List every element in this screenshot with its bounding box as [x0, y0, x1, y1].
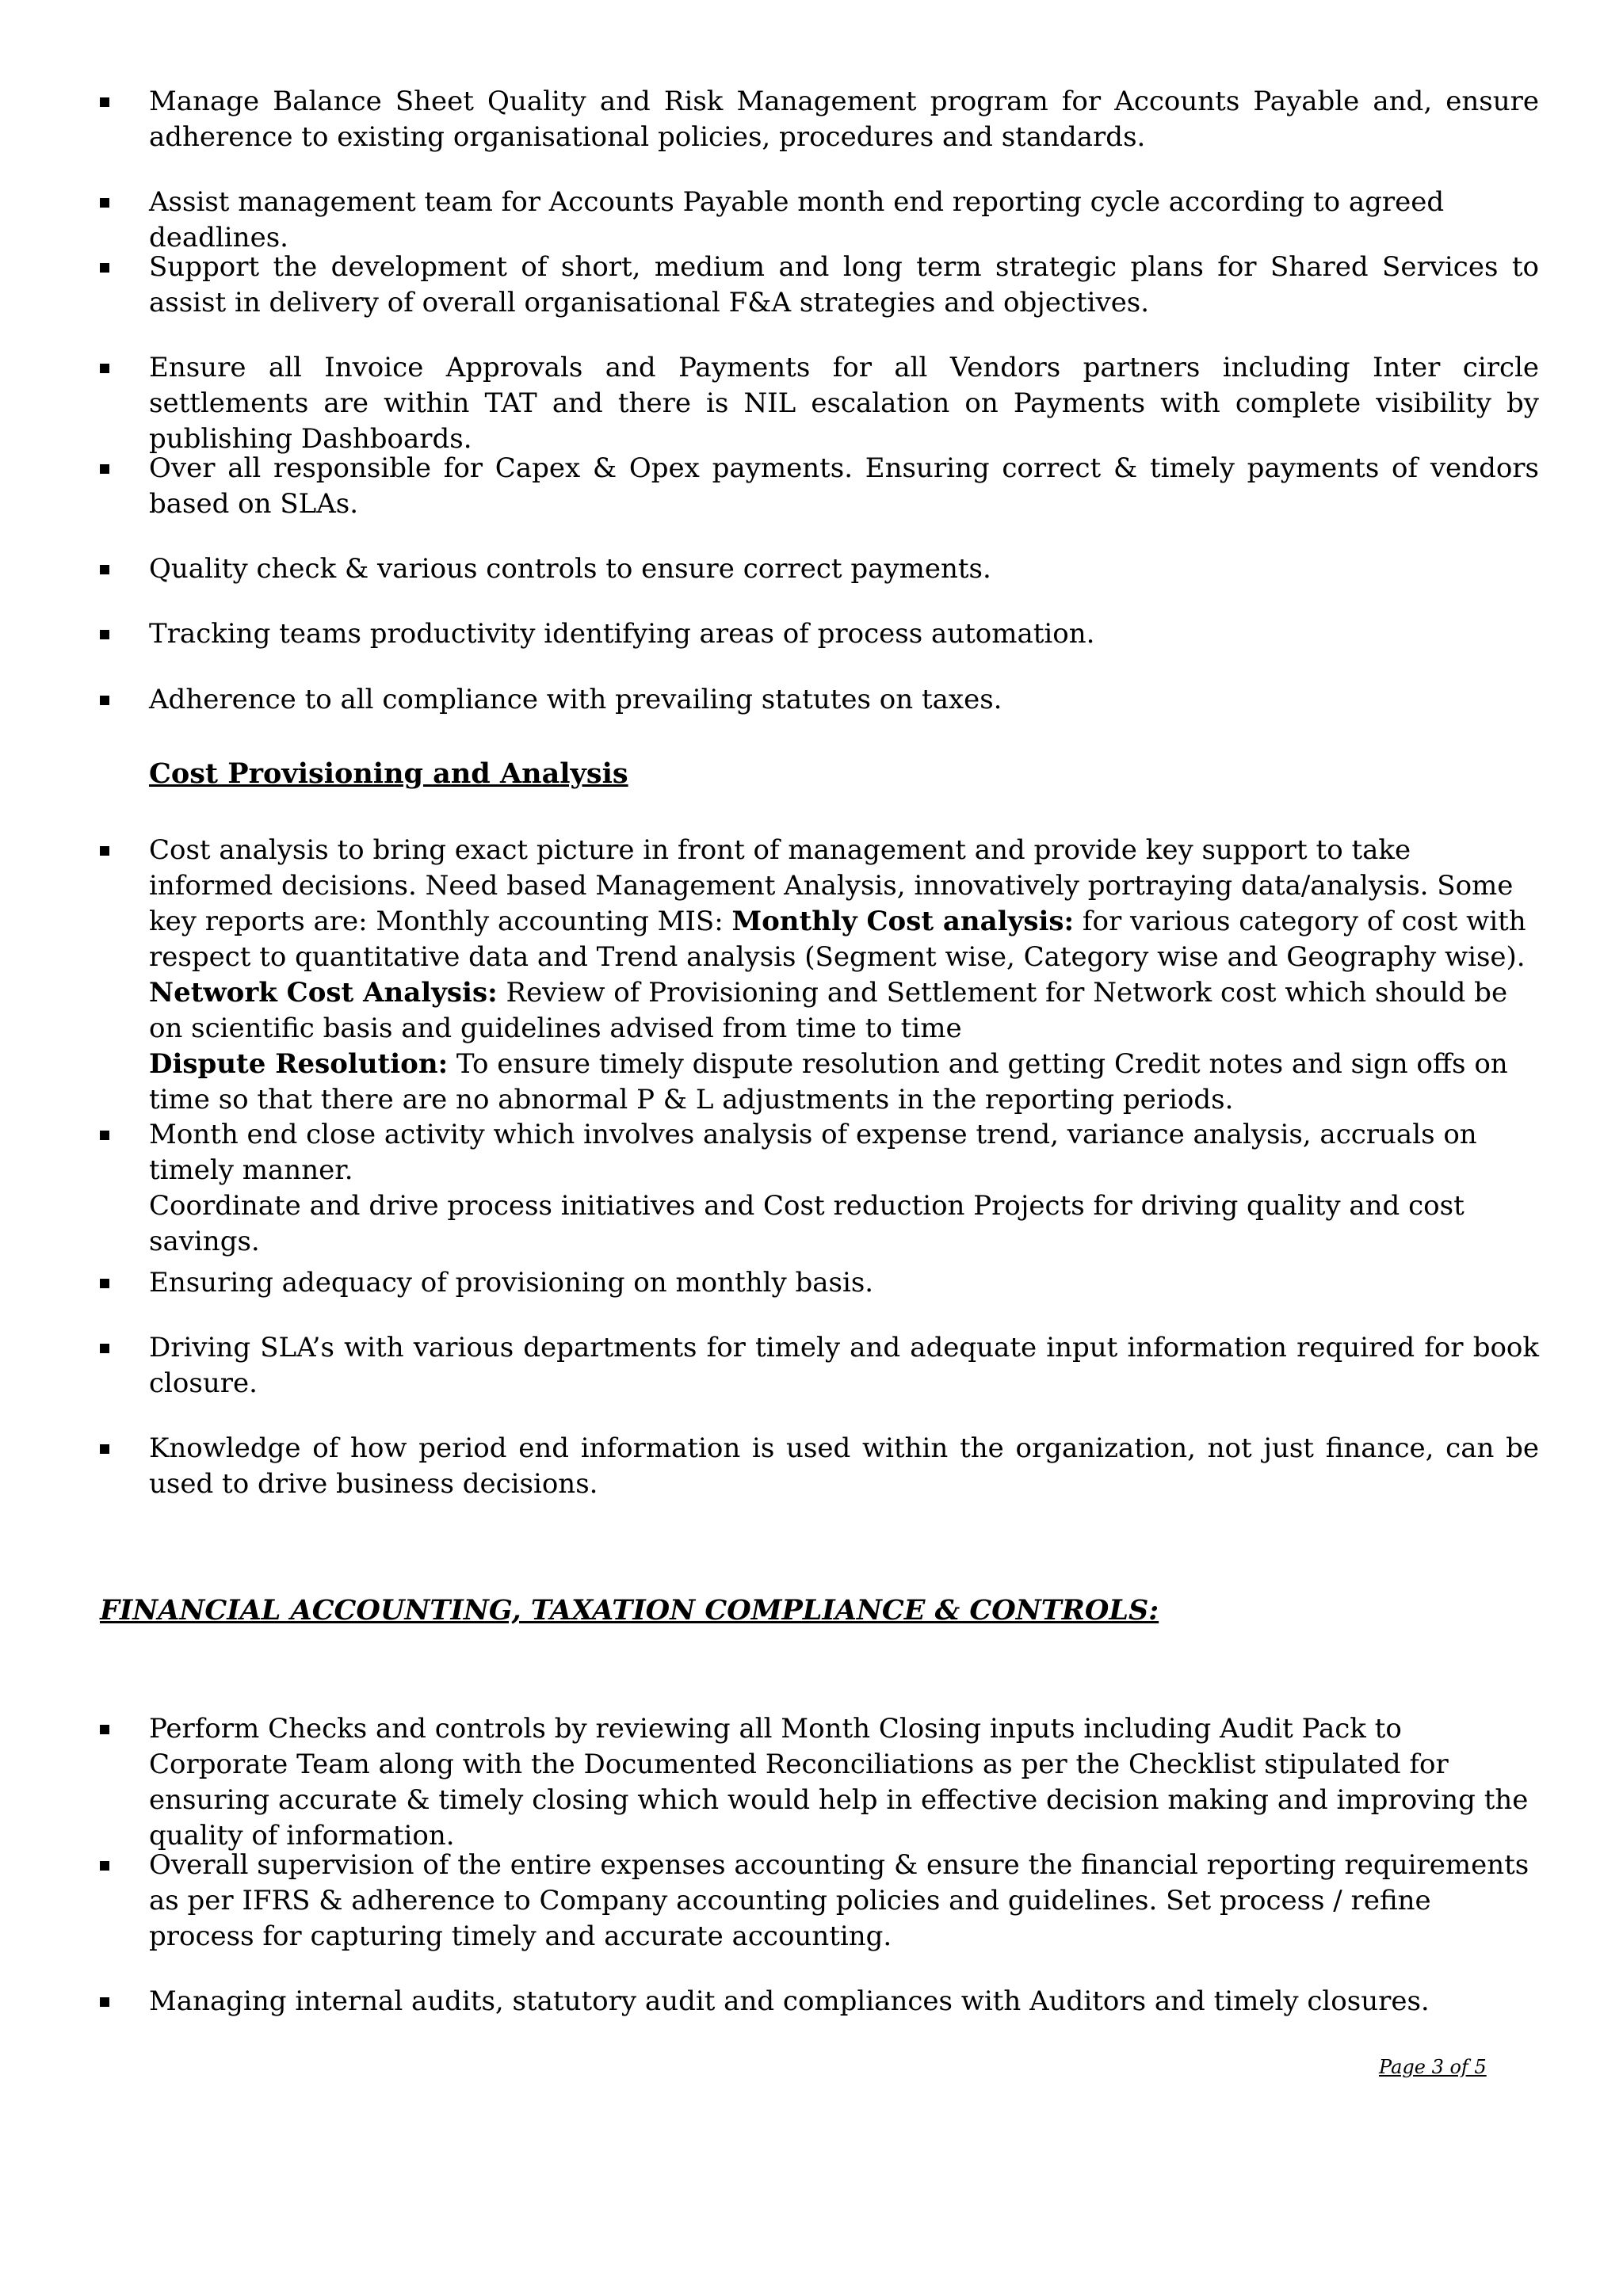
list-item-text: Quality check & various controls to ensure correct payments.: [149, 553, 991, 585]
bullet-marker: [100, 364, 109, 373]
list-item-text: Ensure all Invoice Approvals and Payments for all Vendors partners including Inter circle settlements are within TAT and there is NIL escalation on Payments with complete visibility by publishing Dashboards.: [149, 352, 1539, 455]
network-cost-label: Network Cost Analysis:: [149, 977, 498, 1009]
bullet-marker: [100, 263, 109, 273]
month-end-text: [149, 1117, 1539, 1260]
subsection-heading: Cost Provisioning and Analysis: [149, 757, 628, 790]
bullet-marker: [100, 696, 109, 705]
list-item-text: Adherence to all compliance with prevailing statutes on taxes.: [149, 684, 1002, 715]
list-item-text: Managing internal audits, statutory audit and compliances with Auditors and timely closures.: [149, 1985, 1430, 2017]
monthly-cost-label: Monthly Cost analysis:: [731, 906, 1075, 937]
bullet-marker: [100, 464, 109, 474]
bullet-marker: [100, 630, 109, 639]
page-number: Page 3 of 5: [1379, 2056, 1487, 2078]
cost-analysis-text: [149, 833, 1539, 1118]
bullet-marker: [100, 1725, 109, 1734]
bullet-marker: [100, 1131, 109, 1140]
list-item-text: Perform Checks and controls by reviewing all Month Closing inputs including Audit Pack to Corporate Team along with the Documented Reconciliations as per the Checklist stipulated for ensuring accurate & timely closing which would help in effective decision making and improving the quality of information.: [149, 1713, 1529, 1852]
month-end-line: Coordinate and drive process initiatives and Cost reduction Projects for driving quality and cost savings.: [149, 1190, 1465, 1257]
bullet-marker: [100, 198, 109, 208]
bullet-marker: [100, 565, 109, 574]
bullet-marker: [100, 846, 109, 856]
bullet-marker: [100, 1344, 109, 1353]
month-end-line: Month end close activity which involves analysis of expense trend, variance analysis, accruals on timely manner.: [149, 1119, 1477, 1186]
bullet-marker: [100, 1444, 109, 1454]
list-item-text: Tracking teams productivity identifying areas of process automation.: [149, 618, 1095, 650]
dispute-resolution-label: Dispute Resolution:: [149, 1048, 449, 1080]
bullet-marker: [100, 1861, 109, 1871]
cost-analysis-intro: Cost analysis to bring exact picture in front of management and provide key support to take informed decisions. Need based Management Analysis, innovatively portraying data/analysis. Some key reports are: Monthly accounting MIS:: [149, 834, 1514, 937]
network-cost-text: Review of Provisioning and Settlement for Network cost which should be on scientific basis and guidelines advised from time to time: [149, 977, 1508, 1044]
list-item-text: Support the development of short, medium and long term strategic plans for Shared Services to assist in delivery of overall organisational F&A strategies and objectives.: [149, 251, 1539, 318]
list-item-text: Driving SLA’s with various departments for timely and adequate input information required for book closure.: [149, 1332, 1539, 1399]
list-item-text: Overall supervision of the entire expenses accounting & ensure the financial reporting requirements as per IFRS & adherence to Company accounting policies and guidelines. Set process / refine process for capturing timely and accurate accounting.: [149, 1849, 1529, 1952]
section-heading: FINANCIAL ACCOUNTING, TAXATION COMPLIANCE & CONTROLS:: [100, 1594, 1159, 1627]
list-item-text: Manage Balance Sheet Quality and Risk Management program for Accounts Payable and, ensure adherence to existing organisational policies, procedures and standards.: [149, 86, 1539, 153]
list-item-text: Assist management team for Accounts Payable month end reporting cycle according to agreed deadlines.: [149, 186, 1445, 254]
monthly-cost-text: for various category of cost with respect to quantitative data and Trend analysis (Segment wise, Category wise and Geography wise).: [149, 906, 1526, 973]
bullet-marker: [100, 1279, 109, 1288]
bullet-marker: [100, 97, 109, 107]
bullet-marker: [100, 1997, 109, 2007]
list-item-text: Knowledge of how period end information is used within the organization, not just finance, can be used to drive business decisions.: [149, 1432, 1539, 1500]
list-item-text: Over all responsible for Capex & Opex payments. Ensuring correct & timely payments of vendors based on SLAs.: [149, 452, 1539, 520]
dispute-resolution-text: To ensure timely dispute resolution and getting Credit notes and sign offs on time so that there are no abnormal P & L adjustments in the reporting periods.: [149, 1048, 1508, 1116]
list-item-text: Ensuring adequacy of provisioning on monthly basis.: [149, 1267, 874, 1299]
